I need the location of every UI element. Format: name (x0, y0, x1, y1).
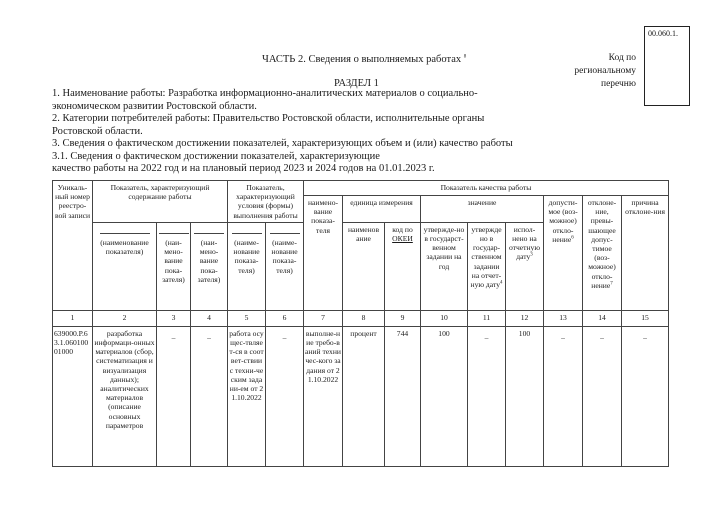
cell-c6 (266, 326, 304, 466)
subheader-2-text: (наименование показателя) (100, 238, 149, 257)
footnote-mark: 8 (463, 54, 467, 60)
work-name: 1. Наименование работы: Разработка информационно-аналитических материалов о социально-экономическом развитии Ростовской области. (52, 88, 478, 112)
cell-approved-year: 100 (421, 326, 468, 466)
header-exceeding-deviation-text: отклоне-ние, превы-шающее допус-тимое (воз-можное) откло-нение (587, 198, 617, 290)
subsection-heading: 3.1. Сведения о фактическом достижении показателей, характеризующие (52, 150, 380, 162)
column-number: 5 (228, 310, 266, 326)
header-unique-number: Уникаль-ный номер реестро-вой записи (53, 181, 93, 311)
blank-line (232, 233, 262, 234)
header-exceeding-deviation (583, 196, 622, 311)
dash: – (561, 332, 565, 342)
column-number: 2 (93, 310, 157, 326)
subheader-3 (157, 222, 191, 310)
header-approved-date-text: утвержде но в государ-ственном задании на отчет-ную дату (470, 224, 502, 290)
dash: – (484, 332, 489, 342)
header-unit-name: наименов ание (343, 222, 385, 310)
column-number: 7 (304, 310, 343, 326)
dash: – (171, 332, 176, 342)
subheader-6-text: (наиме-нование показа-теля) (271, 238, 298, 275)
column-number: 15 (622, 310, 669, 326)
header-conditions-indicator: Показатель, характеризующий условия (формы) выполнения работы (228, 181, 304, 223)
footnote-mark: 4 (500, 280, 503, 286)
header-deviation-reason: причина отклоне-ния (622, 196, 669, 311)
column-number: 4 (191, 310, 228, 326)
column-number: 8 (343, 310, 385, 326)
header-content-indicator: Показатель, характеризующий содержание работы (93, 181, 228, 223)
header-unit-code-text: код по (392, 224, 413, 234)
column-number: 1 (53, 310, 93, 326)
header-indicator-name: наимено-вание показа-теля (304, 196, 343, 311)
cell-allowed-deviation (544, 326, 583, 466)
code-label (560, 52, 636, 91)
column-number: 12 (506, 310, 544, 326)
cell-exceeding-deviation (583, 326, 622, 466)
column-number-row (53, 310, 669, 326)
code-label-line: перечню (601, 79, 636, 89)
footnote-mark: 7 (610, 281, 613, 287)
header-approved-year: утвержде-но в государст-венном задании на год (421, 222, 468, 310)
cell-deviation-reason (622, 326, 669, 466)
column-number: 10 (421, 310, 468, 326)
code-label-line: региональному (574, 66, 636, 76)
subsection-period: качество работы на 2022 год и на плановый период 2023 и 2024 годов на 01.01.2023 г. (52, 163, 435, 174)
column-number: 13 (544, 310, 583, 326)
header-unit-code (385, 222, 421, 310)
header-executed-date (506, 222, 544, 310)
dash: – (282, 332, 287, 342)
header-executed-date-text: испол-нено на отчетную дату (508, 224, 541, 262)
column-number: 3 (157, 310, 191, 326)
dash: – (600, 332, 604, 342)
subheader-4-text: (наи-мено-вание пока-зателя) (197, 238, 221, 284)
column-number: 11 (468, 310, 506, 326)
column-number: 14 (583, 310, 622, 326)
blank-line (270, 233, 300, 234)
subheader-2 (93, 222, 157, 310)
column-number: 9 (385, 310, 421, 326)
header-allowed-deviation-text: допусти-мое (воз-можное) откло-нение (548, 198, 578, 244)
okei-link: ОКЕИ (392, 234, 413, 244)
cell-executed: 100 (506, 326, 544, 466)
consumer-category: 2. Категории потребителей работы: Правительство Ростовской области, исполнительные органы Ростовской области. (52, 113, 485, 137)
cell-c4 (191, 326, 228, 466)
cell-approved-date (468, 326, 506, 466)
cell-conditions: работа осущес-твляет-ся в соответ-ствии с техни-ческим задани-ем от 21.10.2022 (228, 326, 266, 466)
subheader-5-text: (наиме-нование показа-теля) (233, 238, 260, 275)
header-value: значение (421, 196, 544, 223)
cell-indicator-name: выполне-ние требо-ваний техничес-кого задания от 21.10.2022 (304, 326, 343, 466)
achievement-heading: 3. Сведения о фактическом достижении показателей, характеризующих объем и (или) качество работы (52, 138, 513, 149)
code-label-line: Код по (608, 53, 636, 63)
subheader-3-text: (наи-мено-вание пока-зателя) (162, 238, 185, 284)
table-row (53, 326, 669, 466)
header-approved-date (468, 222, 506, 310)
blank-line (159, 233, 189, 234)
footnote-mark: 6 (571, 235, 574, 241)
subheader-5 (228, 222, 266, 310)
blank-line (100, 233, 150, 234)
work-info (52, 88, 512, 176)
quality-table (52, 180, 669, 467)
blank-line (194, 233, 224, 234)
header-quality-indicator: Показатель качества работы (304, 181, 669, 196)
subheader-4 (191, 222, 228, 310)
part-title-text: ЧАСТЬ 2. Сведения о выполняемых работах (262, 54, 462, 65)
cell-unit-code: 744 (385, 326, 421, 466)
footnote-mark: 3 (530, 252, 533, 258)
cell-unit-name: процент (343, 326, 385, 466)
cell-registry-number: 639000.Р.63.1.06010001000 (53, 326, 93, 466)
subheader-6 (266, 222, 304, 310)
header-unit: единица измерения (343, 196, 421, 223)
dash: – (643, 332, 647, 342)
column-number: 6 (266, 310, 304, 326)
cell-c3 (157, 326, 191, 466)
dash: – (207, 332, 211, 342)
section-title: РАЗДЕЛ 1 (334, 78, 379, 89)
cell-content: разработка информаци-онных материалов (сбор, систематизация и визуализация данных); аналитических материалов (описание основных параметров (93, 326, 157, 466)
header-allowed-deviation (544, 196, 583, 311)
code-box: 00.060.1. (644, 26, 690, 106)
